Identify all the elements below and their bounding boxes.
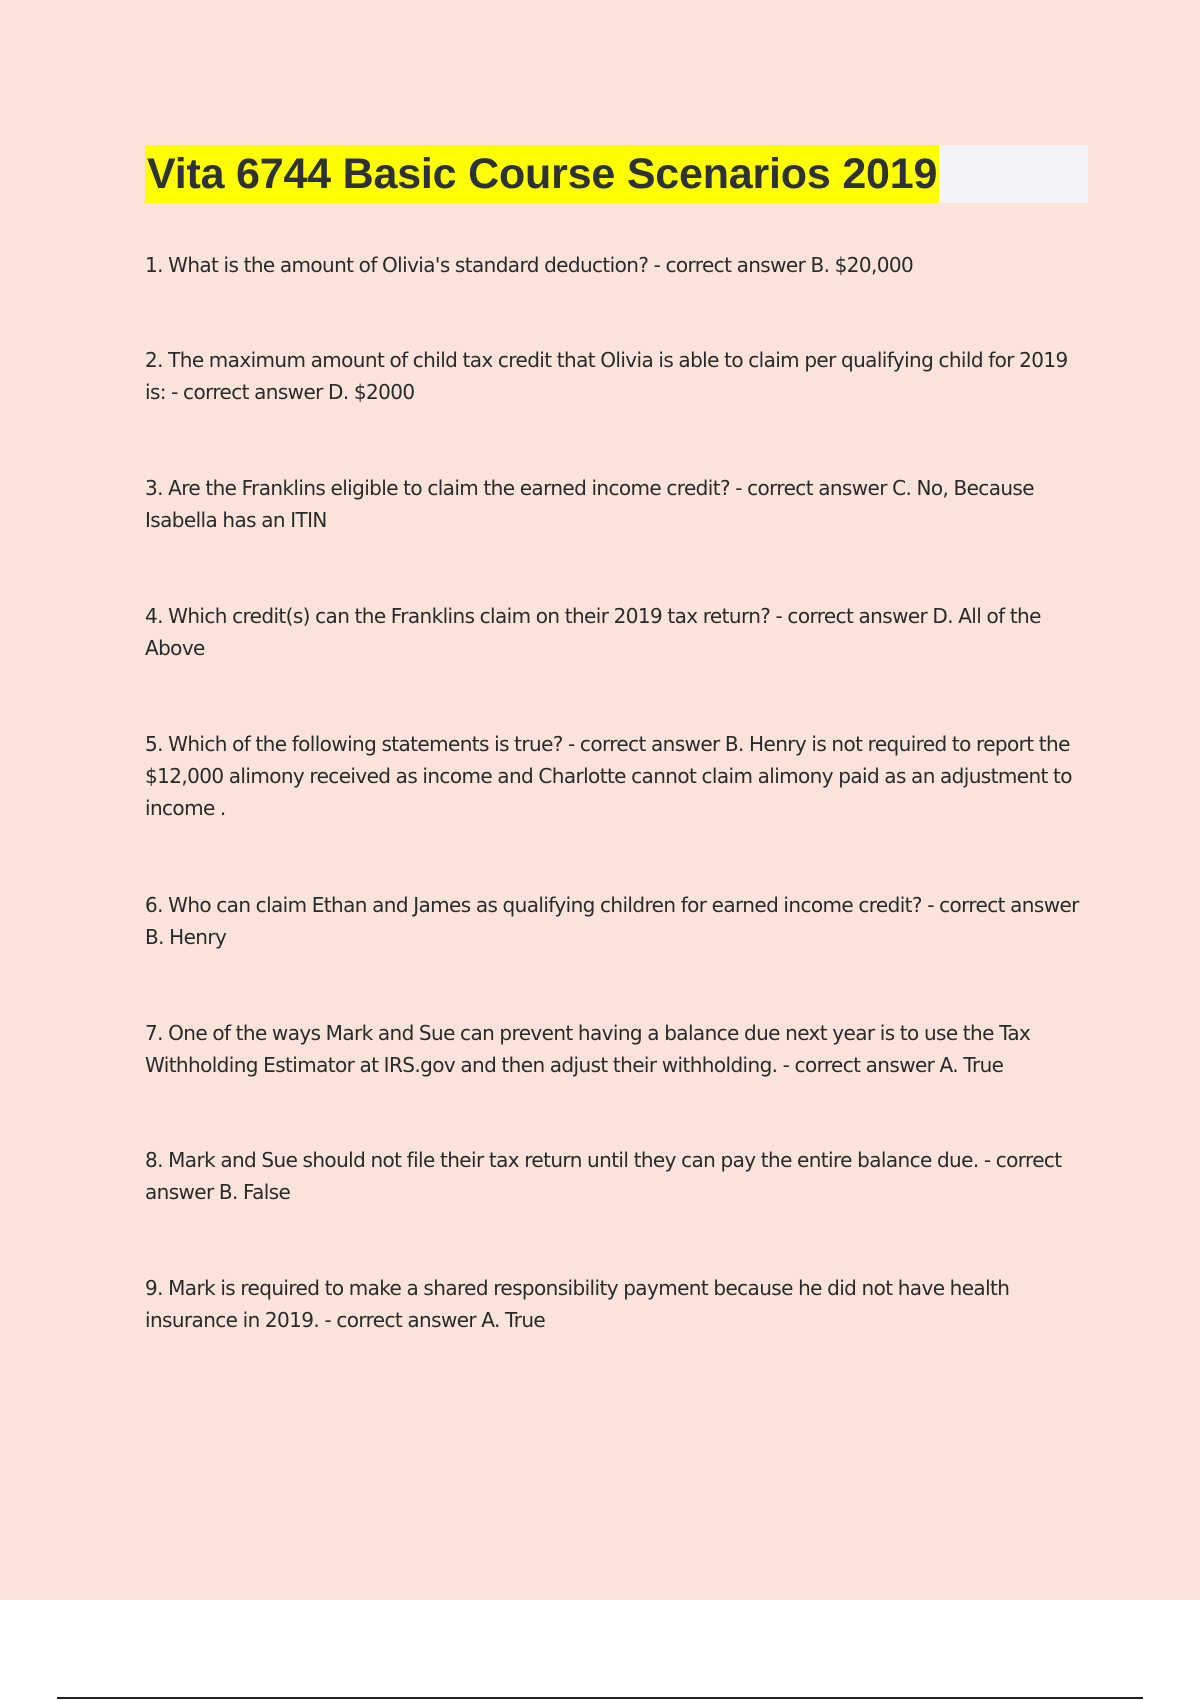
question-answer-item: 3. Are the Franklins eligible to claim the earned income credit? - correct answer C. No, Because Isabella has an ITIN <box>145 476 1034 532</box>
question-answer-item: 1. What is the amount of Olivia's standard deduction? - correct answer B. $20,000 <box>145 253 914 277</box>
question-answer-item: 9. Mark is required to make a shared responsibility payment because he did not have health insurance in 2019. - correct answer A. True <box>145 1276 1010 1332</box>
question-answer-item: 6. Who can claim Ethan and James as qualifying children for earned income credit? - correct answer B. Henry <box>145 893 1079 949</box>
footer-divider <box>57 1697 1143 1699</box>
question-answer-item: 4. Which credit(s) can the Franklins claim on their 2019 tax return? - correct answer D. All of the Above <box>145 604 1041 660</box>
question-answer-item: 7. One of the ways Mark and Sue can prevent having a balance due next year is to use the Tax Withholding Estimator at IRS.gov and then adjust their withholding. - correct answer A. True <box>145 1021 1031 1077</box>
question-answer-item: 8. Mark and Sue should not file their tax return until they can pay the entire balance due. - correct answer B. False <box>145 1148 1062 1204</box>
document-title: Vita 6744 Basic Course Scenarios 2019 <box>145 145 939 203</box>
question-answer-item: 5. Which of the following statements is true? - correct answer B. Henry is not required to report the $12,000 alimony received as income and Charlotte cannot claim alimony paid as an adjustment to income . <box>145 732 1072 820</box>
question-answer-item: 2. The maximum amount of child tax credit that Olivia is able to claim per qualifying child for 2019 is: - correct answer D. $2000 <box>145 348 1068 404</box>
title-block <box>145 145 1088 203</box>
